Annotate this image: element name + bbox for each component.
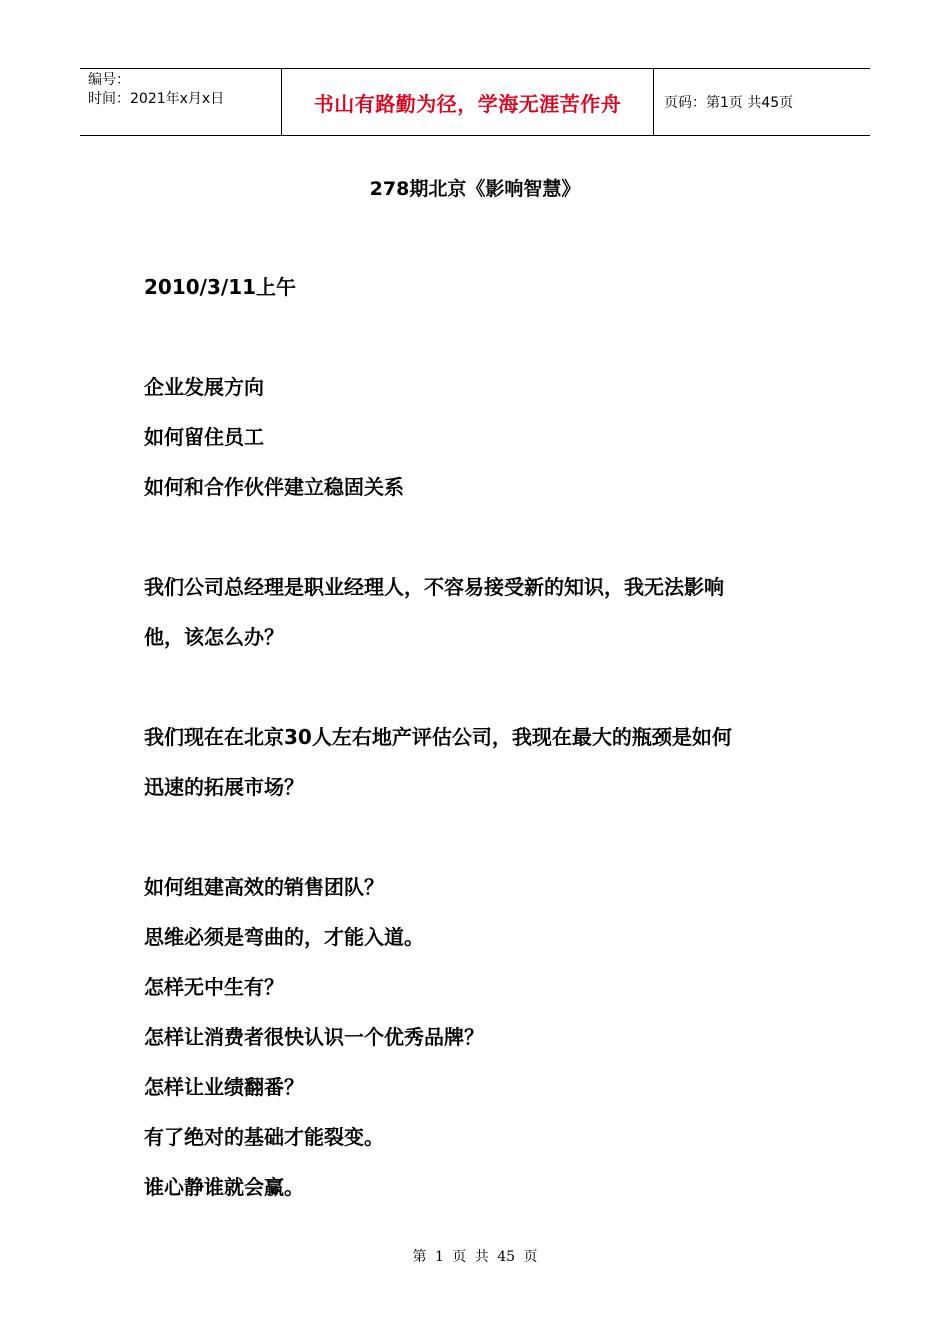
date-line: 2010/3/11上午	[144, 275, 297, 299]
paragraph: 思维必须是弯曲的，才能入道。	[144, 925, 424, 949]
blank-line	[144, 662, 824, 712]
paragraph: 有了绝对的基础才能裂变。	[144, 1125, 384, 1149]
blank-line	[144, 312, 824, 362]
paragraph: 他，该怎么办？	[144, 625, 284, 649]
paragraph: 迅速的拓展市场？	[144, 775, 304, 799]
paragraph: 如何和合作伙伴建立稳固关系	[144, 475, 404, 499]
paragraph: 我们现在在北京30人左右地产评估公司，我现在最大的瓶颈是如何	[144, 725, 732, 749]
paragraph: 怎样让消费者很快认识一个优秀品牌？	[144, 1025, 484, 1049]
paragraph: 如何留住员工	[144, 425, 264, 449]
paragraph: 如何组建高效的销售团队？	[144, 875, 384, 899]
document-body	[144, 262, 824, 1212]
paragraph: 企业发展方向	[144, 375, 264, 399]
header-meta-cell	[80, 69, 282, 135]
header-motto: 书山有路勤为径，学海无涯苦作舟	[282, 69, 654, 135]
date-label: 时间：2021年x月x日	[88, 91, 225, 107]
paragraph: 我们公司总经理是职业经理人，不容易接受新的知识，我无法影响	[144, 575, 724, 599]
paragraph: 怎样无中生有？	[144, 975, 284, 999]
serial-number-label: 编号：	[88, 72, 130, 88]
page-footer: 第 1 页 共 45 页	[412, 1249, 538, 1265]
header-page-info: 页码：第1页 共45页	[664, 95, 794, 111]
blank-line	[144, 812, 824, 862]
paragraph: 谁心静谁就会赢。	[144, 1175, 304, 1199]
header-table	[80, 68, 870, 136]
paragraph: 怎样让业绩翻番？	[144, 1075, 304, 1099]
blank-line	[144, 512, 824, 562]
document-title: 278期北京《影响智慧》	[369, 178, 581, 200]
